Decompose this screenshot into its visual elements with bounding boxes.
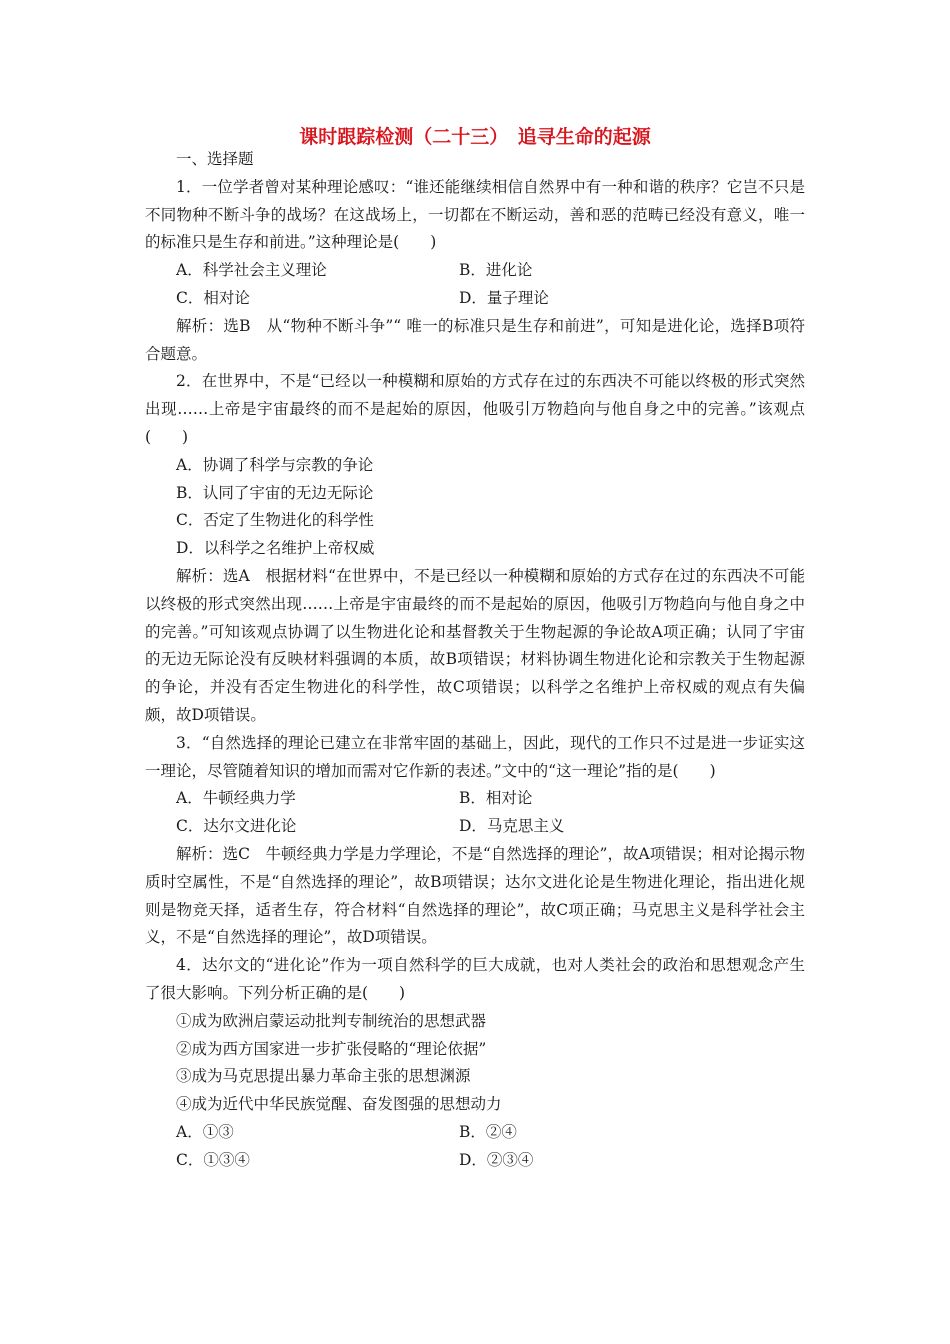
question-4-option-d: D．②③④: [459, 1150, 534, 1169]
question-2-analysis: 解析：选A 根据材料“在世界中，不是已经以一种模糊和原始的方式存在过的东西决不可能以终极的形式突然出现……上帝是宇宙最终的而不是起始的原因，他吸引万物趋向与他自身之中的完善。”可知该观点协调了以生物进化论和基督教关于生物起源的争论故A项正确；认同了宇宙的无边无际论没有反映材料强调的本质，故B项错误；材料协调生物进化论和宗教关于生物起源的争论，并没有否定生物进化的科学性，故C项错误；以科学之名维护上帝权威的观点有失偏颇，故D项错误。: [145, 566, 805, 724]
question-4-option-c: C．①③④: [176, 1150, 250, 1169]
question-1-analysis: 解析：选B 从“物种不断斗争”“ 唯一的标准只是生存和前进”，可知是进化论，选择B项符合题意。: [145, 316, 805, 363]
question-2-option-d: D．以科学之名维护上帝权威: [176, 539, 375, 558]
question-1-option-a: A．科学社会主义理论: [176, 261, 327, 280]
question-4-item-2: ②成为西方国家进一步扩张侵略的“理论依据”: [176, 1039, 487, 1058]
question-4-options-row-2: [145, 1147, 805, 1175]
question-2-option-c: C．否定了生物进化的科学性: [176, 511, 374, 530]
question-4-options-row-1: [145, 1119, 805, 1147]
question-4-item-1: ①成为欧洲启蒙运动批判专制统治的思想武器: [176, 1011, 487, 1030]
question-3-option-b: B．相对论: [459, 789, 533, 808]
question-3-option-a: A．牛顿经典力学: [176, 789, 296, 808]
question-1-option-c: C．相对论: [176, 288, 250, 307]
question-content: [145, 146, 805, 1174]
question-4-option-a: A．①③: [176, 1122, 234, 1141]
question-2-option-a: A．协调了科学与宗教的争论: [176, 455, 374, 474]
question-4-stem: 4．达尔文的“进化论”作为一项自然科学的巨大成就，也对人类社会的政治和思想观念产生了很大影响。下列分析正确的是( ): [145, 956, 805, 1002]
question-2-stem: 2．在世界中，不是“已经以一种模糊和原始的方式存在过的东西决不可能以终极的形式突然出现……上帝是宇宙最终的而不是起始的原因，他吸引万物趋向与他自身之中的完善。”该观点( ): [145, 372, 805, 446]
question-3-options-row-2: [145, 813, 805, 841]
question-1-option-b: B．进化论: [459, 261, 533, 280]
question-3-stem: 3．“自然选择的理论已建立在非常牢固的基础上，因此，现代的工作只不过是进一步证实这一理论，尽管随着知识的增加而需对它作新的表述。”文中的“这一理论”指的是( ): [145, 733, 805, 780]
question-1-option-d: D．量子理论: [459, 288, 549, 307]
question-4-item-3: ③成为马克思提出暴力革命主张的思想渊源: [176, 1067, 471, 1086]
question-4-option-b: B．②④: [459, 1122, 517, 1141]
question-4-item-4: ④成为近代中华民族觉醒、奋发图强的思想动力: [176, 1095, 502, 1114]
question-1-options-row-1: [145, 257, 805, 285]
question-2-option-b: B．认同了宇宙的无边无际论: [176, 483, 374, 502]
question-3-options-row-1: [145, 785, 805, 813]
question-3-option-c: C．达尔文进化论: [176, 817, 297, 836]
question-1-options-row-2: [145, 285, 805, 313]
question-3-option-d: D．马克思主义: [459, 817, 565, 836]
question-3-analysis: 解析：选C 牛顿经典力学是力学理论，不是“自然选择的理论”，故A项错误；相对论揭示物质时空属性，不是“自然选择的理论”，故B项错误；达尔文进化论是生物进化理论，指出进化规则是物竞天择，适者生存，符合材料“自然选择的理论”，故C项正确；马克思主义是科学社会主义，不是“自然选择的理论”，故D项错误。: [145, 844, 805, 947]
question-1-stem: 1．一位学者曾对某种理论感叹：“谁还能继续相信自然界中有一种和谐的秩序？它岂不只是不同物种不断斗争的战场？在这战场上，一切都在不断运动，善和恶的范畴已经没有意义，唯一的标准只是生存和前进。”这种理论是( ): [145, 177, 805, 252]
page-title: 课时跟踪检测（二十三） 追寻生命的起源: [299, 126, 651, 148]
section-heading: 一、选择题: [176, 150, 254, 168]
